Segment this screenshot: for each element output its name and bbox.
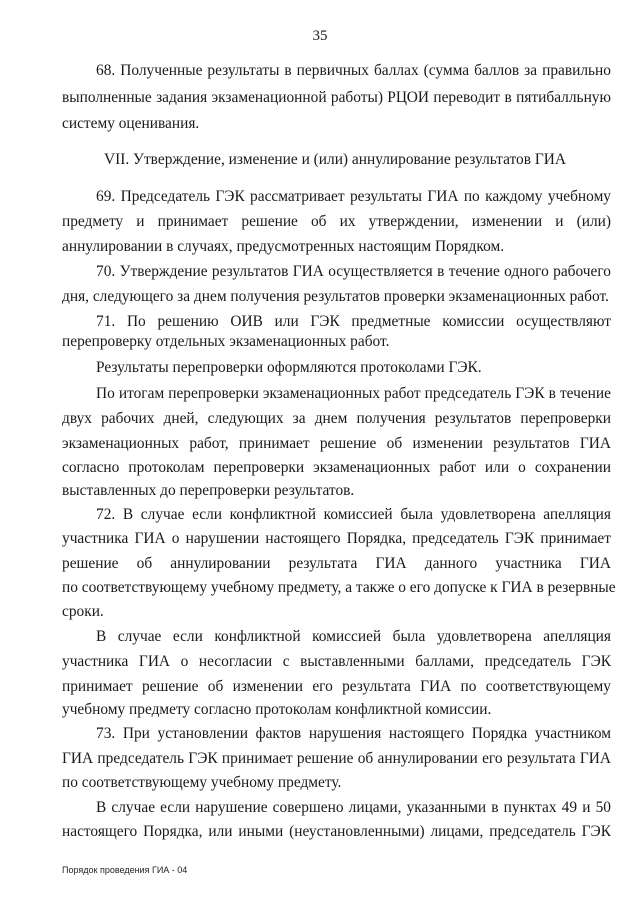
page-number: 35 [312, 28, 328, 44]
text-line: принимает решение об изменении его результата ГИА по соответствующему [62, 678, 611, 695]
text-line: предмету и принимает решение об их утверждении, изменении и (или) [62, 213, 611, 230]
text-line: выставленных до перепроверки результатов. [62, 482, 355, 499]
text-line: участника ГИА о нарушении настоящего Порядка, председатель ГЭК принимает [62, 530, 611, 547]
page-footer: Порядок проведения ГИА - 04 [62, 865, 188, 875]
text-line: 70. Утверждение результатов ГИА осуществляется в течение одного рабочего [96, 263, 611, 280]
text-line: По итогам перепроверки экзаменационных работ председатель ГЭК в течение [96, 385, 611, 402]
text-line: согласно протоколам перепроверки экзаменационных работ или о сохранении [62, 459, 611, 476]
text-line: по соответствующему учебному предмету. [62, 774, 342, 791]
text-line: 71. По решению ОИВ или ГЭК предметные комиссии осуществляют [96, 313, 611, 330]
text-line: по соответствующему учебному предмету, а также о его допуске к ГИА в резервные [62, 579, 616, 596]
text-line: перепроверку отдельных экзаменационных работ. [62, 333, 390, 350]
text-line: двух рабочих дней, следующих за днем получения результатов перепроверки [62, 410, 611, 427]
text-line: экзаменационных работ, принимает решение об изменении результатов ГИА [62, 435, 611, 452]
text-line: 73. При установлении фактов нарушения настоящего Порядка участником [96, 725, 611, 742]
text-line: ГИА председатель ГЭК принимает решение об аннулировании его результата ГИА [62, 750, 611, 767]
text-line: систему оценивания. [62, 115, 200, 132]
text-line: В случае если нарушение совершено лицами, указанными в пунктах 49 и 50 [96, 799, 611, 816]
section-heading: VII. Утверждение, изменение и (или) аннулирование результатов ГИА [104, 151, 566, 168]
text-line: 72. В случае если конфликтной комиссией была удовлетворена апелляция [96, 506, 611, 523]
text-line: настоящего Порядка, или иными (неустановленными) лицами, председатель ГЭК [62, 823, 611, 840]
text-line: решение об аннулировании результата ГИА данного участника ГИА [62, 555, 611, 572]
text-line: учебному предмету согласно протоколам конфликтной комиссии. [62, 701, 492, 718]
text-line: выполненные задания экзаменационной работы) РЦОИ переводит в пятибалльную [62, 89, 611, 106]
text-line: дня, следующего за днем получения результатов проверки экзаменационных работ. [62, 288, 609, 305]
text-line: аннулировании в случаях, предусмотренных настоящим Порядком. [62, 238, 505, 255]
text-line: Результаты перепроверки оформляются протоколами ГЭК. [96, 359, 482, 376]
text-line: 69. Председатель ГЭК рассматривает результаты ГИА по каждому учебному [96, 188, 611, 205]
text-line: В случае если конфликтной комиссией была удовлетворена апелляция [96, 628, 611, 645]
text-line: 68. Полученные результаты в первичных баллах (сумма баллов за правильно [96, 62, 611, 79]
text-line: участника ГИА о несогласии с выставленными баллами, председатель ГЭК [62, 653, 611, 670]
text-line: сроки. [62, 603, 104, 620]
